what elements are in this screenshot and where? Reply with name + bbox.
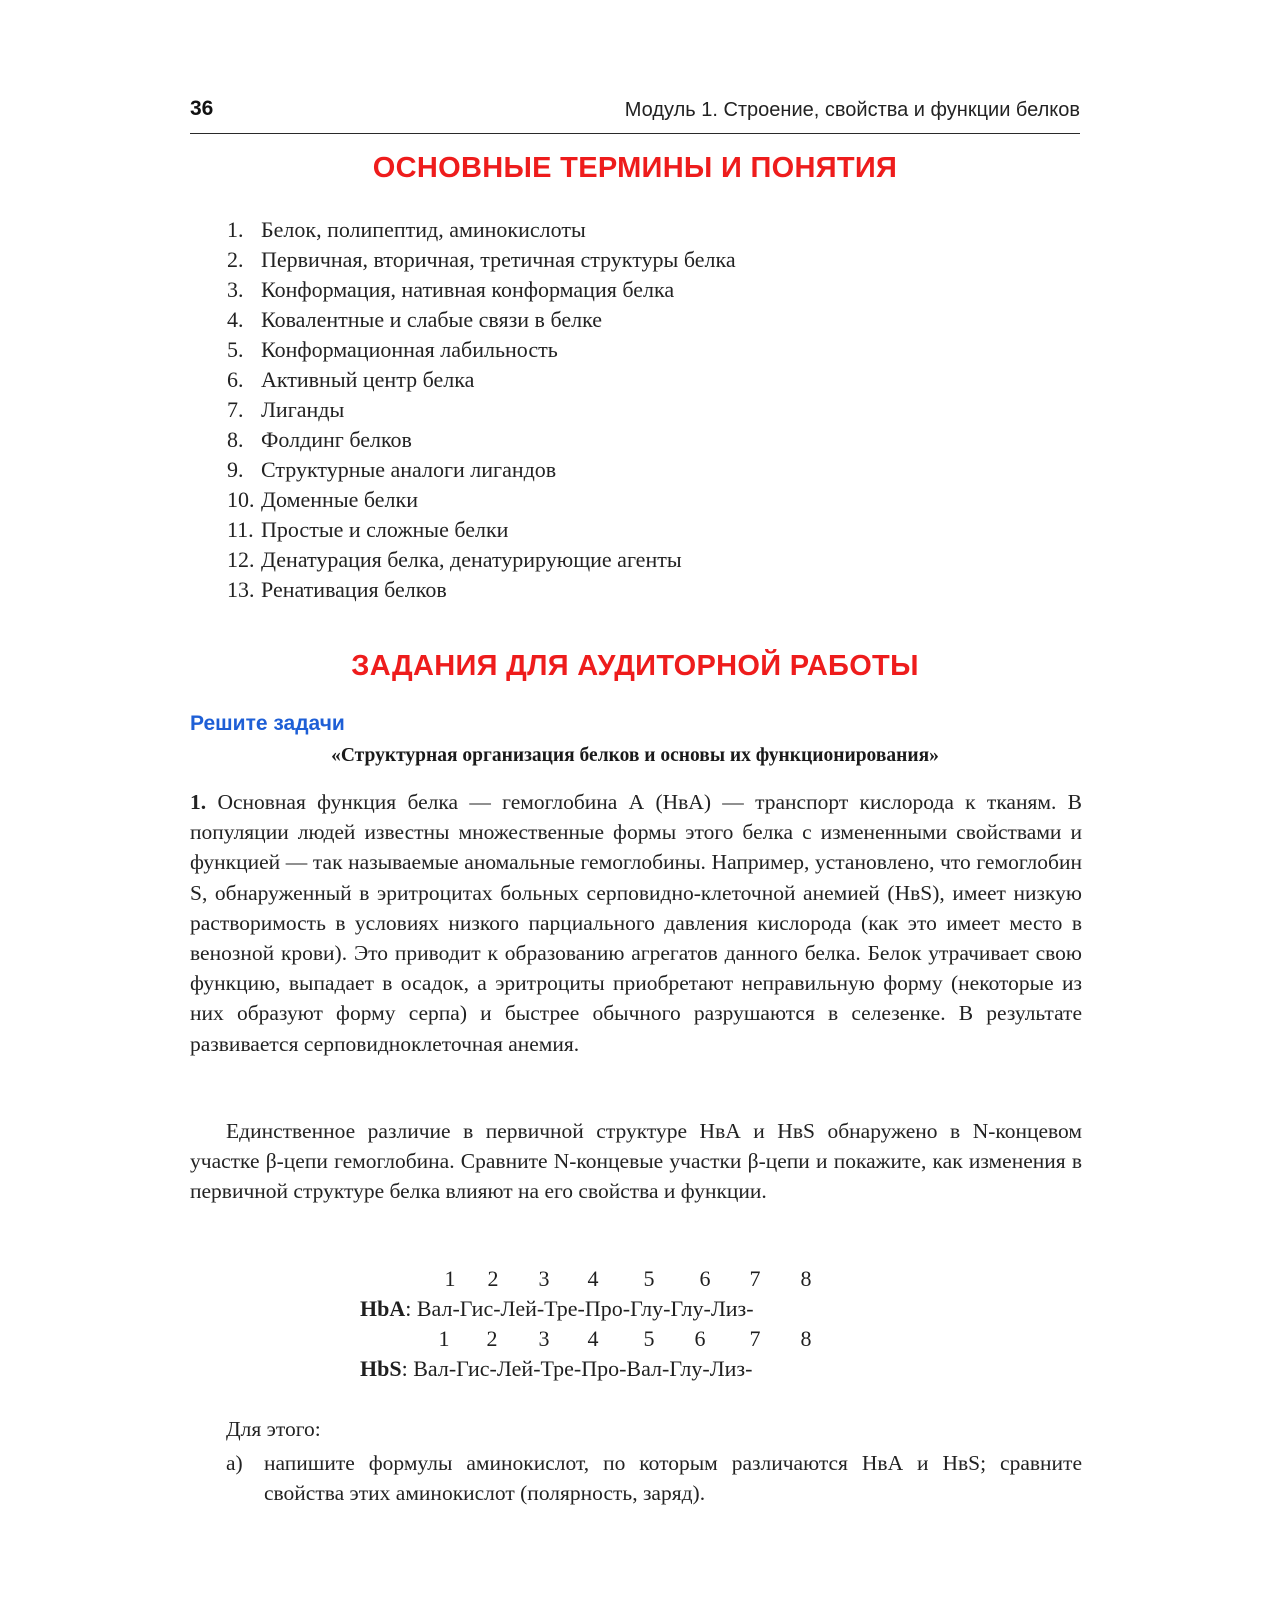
position-number: 1 (438, 1326, 450, 1351)
tasks-heading: ЗАДАНИЯ ДЛЯ АУДИТОРНОЙ РАБОТЫ (351, 650, 919, 682)
hba-sequence-row (360, 1294, 754, 1324)
term-item (227, 275, 736, 305)
page-number: 36 (190, 97, 214, 120)
term-item (227, 215, 736, 245)
position-number: 5 (643, 1326, 655, 1351)
term-number: 6. (227, 367, 244, 392)
hbs-label: HbS (360, 1356, 402, 1381)
term-item (227, 305, 736, 335)
problem-text-1: Основная функция белка — гемоглобина А (HвА) — транспорт кислорода к тканям. В популяции людей известны множественные формы этого белка с измененными свойствами и функцией — так называемые аномальные гемоглобины. Например, установлено, что гемоглобин S, обнаруженный в эритроцитах больных серповидно-клеточной анемией (HвS), имеет низкую растворимость в условиях низкого парциального давления кислорода (как это имеет место в венозной крови). Это приводит к образованию агрегатов данного белка. Белок утрачивает свою функцию, выпадает в осадок, а эритроциты приобретают неправильную форму (некоторые из них образуют форму серпа) и быстрее обычного разрушаются в селезенке. В результате развивается серповидноклеточная анемия. (190, 790, 1083, 1056)
position-number: 2 (486, 1326, 498, 1351)
term-item (227, 515, 736, 545)
task-a (226, 1448, 1082, 1508)
hbs-sequence: : Вал-Гис-Лей-Тре-Про-Вал-Глу-Лиз- (401, 1356, 753, 1381)
task-a-marker: а) (226, 1451, 243, 1475)
position-number: 4 (587, 1266, 599, 1291)
term-number: 8. (227, 427, 244, 452)
term-text: Ренативация белков (261, 577, 447, 602)
term-number: 5. (227, 337, 244, 362)
term-text: Простые и сложные белки (261, 517, 509, 542)
term-item (227, 365, 736, 395)
term-text: Конформационная лабильность (261, 337, 558, 362)
term-item (227, 545, 736, 575)
term-text: Ковалентные и слабые связи в белке (261, 307, 602, 332)
position-number: 6 (699, 1266, 711, 1291)
terms-list (227, 215, 736, 605)
running-head (190, 95, 1080, 134)
term-number: 11. (227, 517, 254, 542)
term-number: 12. (227, 547, 255, 572)
position-number: 7 (749, 1266, 761, 1291)
term-item (227, 455, 736, 485)
position-number: 7 (749, 1326, 761, 1351)
term-number: 3. (227, 277, 244, 302)
term-item (227, 485, 736, 515)
term-item (227, 335, 736, 365)
position-number: 8 (800, 1326, 812, 1351)
position-number: 3 (538, 1326, 550, 1351)
for-this-label: Для этого: (226, 1417, 321, 1441)
term-item (227, 245, 736, 275)
term-text: Денатурация белка, денатурирующие агенты (261, 547, 682, 572)
term-number: 13. (227, 577, 255, 602)
term-text: Фолдинг белков (261, 427, 412, 452)
task-a-text: напишите формулы аминокислот, по которым различаются HвА и HвS; сравните свойства этих аминокислот (полярность, заряд). (264, 1451, 1082, 1506)
problem-number: 1. (190, 790, 207, 814)
term-text: Структурные аналоги лигандов (261, 457, 557, 482)
sequence-comparison (360, 1264, 812, 1384)
position-numbers-hbs (360, 1324, 812, 1354)
term-text: Активный центр белка (261, 367, 475, 392)
position-number: 4 (587, 1326, 599, 1351)
term-item (227, 425, 736, 455)
term-text: Первичная, вторичная, третичная структуры белка (261, 247, 736, 272)
running-title: Модуль 1. Строение, свойства и функции белков (624, 99, 1080, 121)
position-number: 2 (487, 1266, 499, 1291)
term-number: 1. (227, 217, 244, 242)
position-number: 6 (694, 1326, 706, 1351)
term-text: Лиганды (261, 397, 345, 422)
hba-sequence: : Вал-Гис-Лей-Тре-Про-Глу-Глу-Лиз- (405, 1296, 754, 1321)
problem-paragraph-2: Единственное различие в первичной структуре HвА и HвS обнаружено в N-концевом участке β-цепи гемоглобина. Сравните N-концевые участки β-цепи и покажите, как изменения в первичной структуре белка влияют на его свойства и функции. (190, 1119, 1082, 1204)
term-text: Белок, полипептид, аминокислоты (261, 217, 586, 242)
term-number: 4. (227, 307, 244, 332)
position-numbers-hba (360, 1264, 812, 1294)
term-number: 2. (227, 247, 244, 272)
position-number: 3 (538, 1266, 550, 1291)
term-number: 10. (227, 487, 255, 512)
terms-heading: ОСНОВНЫЕ ТЕРМИНЫ И ПОНЯТИЯ (372, 152, 898, 184)
topic-title: «Структурная организация белков и основы их функционирования» (331, 745, 939, 766)
hba-label: HbA (360, 1296, 406, 1321)
term-item (227, 575, 736, 605)
term-text: Конформация, нативная конформация белка (261, 277, 675, 302)
hbs-sequence-row (360, 1354, 754, 1384)
term-number: 7. (227, 397, 244, 422)
position-number: 5 (643, 1266, 655, 1291)
subsection-title: Решите задачи (190, 712, 345, 735)
term-text: Доменные белки (261, 487, 418, 512)
position-number: 1 (444, 1266, 456, 1291)
problem-paragraph-1 (190, 787, 1082, 1059)
term-number: 9. (227, 457, 244, 482)
term-item (227, 395, 736, 425)
position-number: 8 (800, 1266, 812, 1291)
